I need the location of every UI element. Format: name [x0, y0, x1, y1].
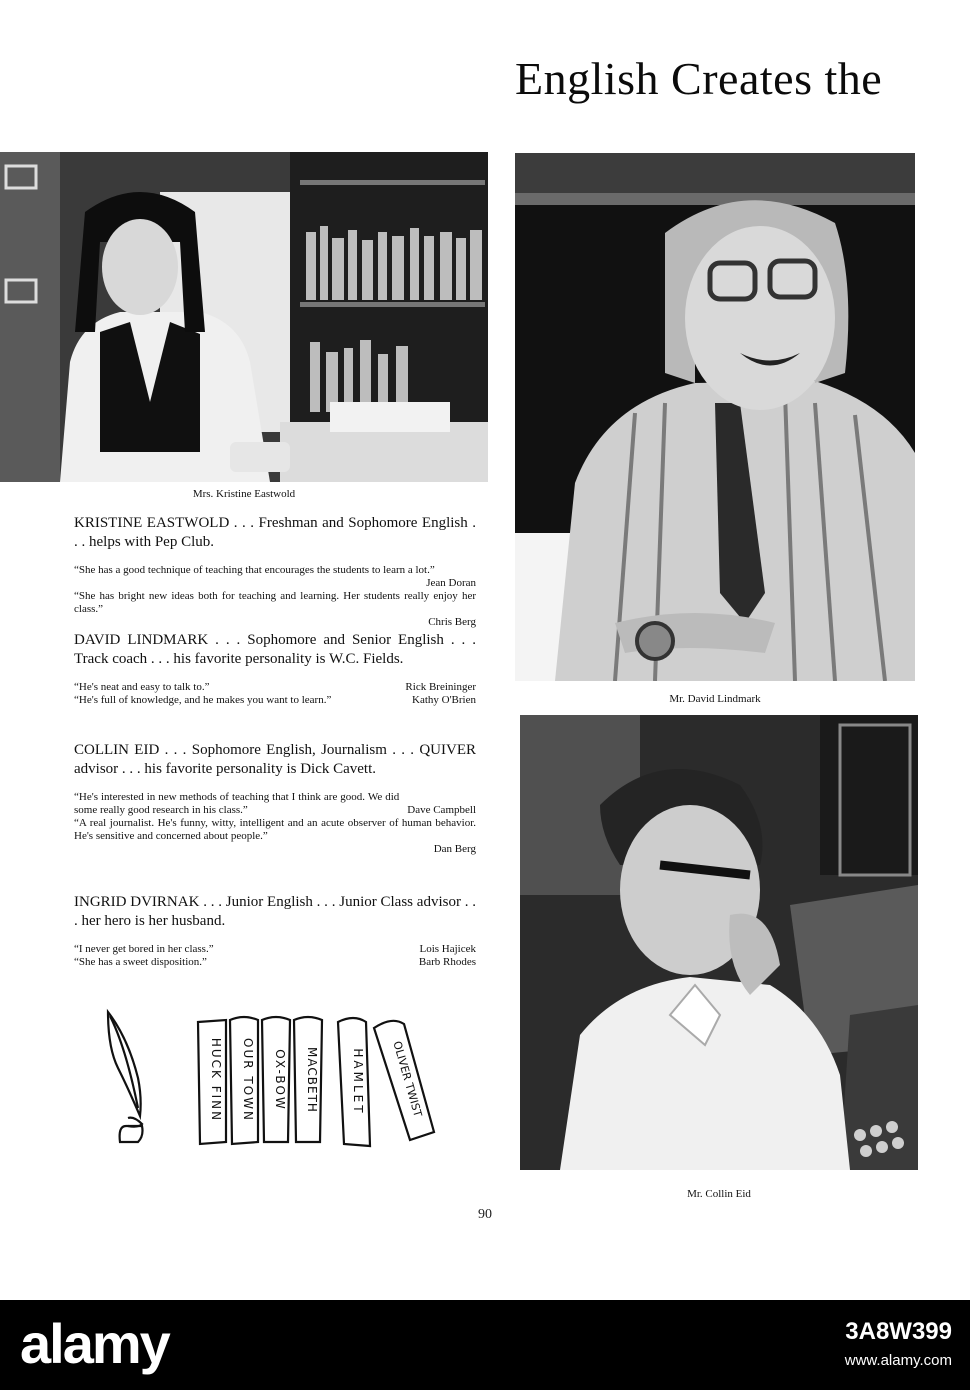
photo-kristine-eastwold: [0, 152, 488, 482]
quote-author: Barb Rhodes: [418, 956, 476, 968]
quote-text: “He's neat and easy to talk to.”: [74, 681, 210, 693]
quote-author: Dan Berg: [433, 843, 476, 855]
quotes-lindmark: [74, 681, 476, 707]
quote-text: “She has bright new ideas both for teaching and learning. Her students really enjoy her class.”: [74, 590, 476, 615]
footer-url: www.alamy.com: [844, 1352, 952, 1369]
page-number: 90: [478, 1207, 492, 1222]
teacher-profile-dvirnak: [74, 893, 476, 983]
quotes-eid: [74, 791, 476, 856]
quote-row: [74, 681, 476, 694]
image-id: 3A8W399: [845, 1318, 952, 1345]
bio-eastwold: KRISTINE EASTWOLD . . . Freshman and Sophomore English . . . helps with Pep Club.: [74, 515, 476, 550]
quote-text: “A real journalist. He's funny, witty, intelligent and an acute observer of human behavior. He's sensitive and concerned about people.”: [74, 817, 476, 842]
caption-eastwold: Mrs. Kristine Eastwold: [192, 488, 296, 500]
caption-eid: Mr. Collin Eid: [687, 1188, 751, 1200]
book-title: MACBETH: [305, 1047, 319, 1113]
quote-text: “He's full of knowledge, and he makes you want to learn.”: [74, 694, 332, 706]
footer-info: [845, 1318, 952, 1372]
teacher-profile-eid: [74, 741, 476, 870]
alamy-logo: alamy: [20, 1312, 169, 1375]
quote-text: “I never get bored in her class.”: [74, 943, 214, 955]
book-title: OUR TOWN: [241, 1038, 255, 1122]
teacher-profile-eastwold: [74, 514, 476, 643]
quote-author: Rick Breininger: [405, 681, 476, 693]
quote-author: Chris Berg: [428, 616, 476, 628]
quote-row: [74, 956, 476, 969]
quotes-dvirnak: [74, 943, 476, 969]
book-title: OX-BOW: [273, 1049, 287, 1111]
quote-row: [74, 943, 476, 956]
quotes-eastwold: [74, 564, 476, 629]
quote-author: Lois Hajicek: [419, 943, 476, 955]
quote-author: Jean Doran: [426, 577, 476, 589]
bio-eid: COLLIN EID . . . Sophomore English, Journalism . . . QUIVER advisor . . . his favorite personality is Dick Cavett.: [74, 742, 476, 777]
book-title: HAMLET: [351, 1048, 365, 1116]
quote-row: [74, 694, 476, 707]
quote-text: “She has a sweet disposition.”: [74, 956, 207, 968]
quote-text: “She has a good technique of teaching that encourages the students to learn a lot.”: [74, 564, 435, 576]
book-title: HUCK FINN: [209, 1037, 223, 1123]
quill-inkwell-icon: [108, 1012, 143, 1142]
caption-lindmark: Mr. David Lindmark: [669, 693, 761, 705]
photo-david-lindmark: [515, 153, 915, 681]
books-doodle: [98, 1008, 458, 1158]
photo-collin-eid: [520, 715, 918, 1170]
quote-text: Dave Campbell “He's interested in new methods of teaching that I think are good. We did some really good research in his class.”: [74, 791, 476, 816]
quote-author: Kathy O'Brien: [412, 694, 476, 706]
bio-lindmark: DAVID LINDMARK . . . Sophomore and Senior English . . . Track coach . . . his favorite personality is W.C. Fields.: [74, 632, 476, 667]
watermark-footer: [0, 1300, 970, 1390]
page-headline: English Creates the: [515, 53, 883, 104]
bio-dvirnak: INGRID DVIRNAK . . . Junior English . . . Junior Class advisor . . . her hero is her husband.: [74, 894, 476, 929]
book-title: OLIVER TWIST: [390, 1039, 425, 1119]
teacher-profile-lindmark: [74, 631, 476, 721]
quote-author: Dave Campbell: [407, 804, 476, 816]
